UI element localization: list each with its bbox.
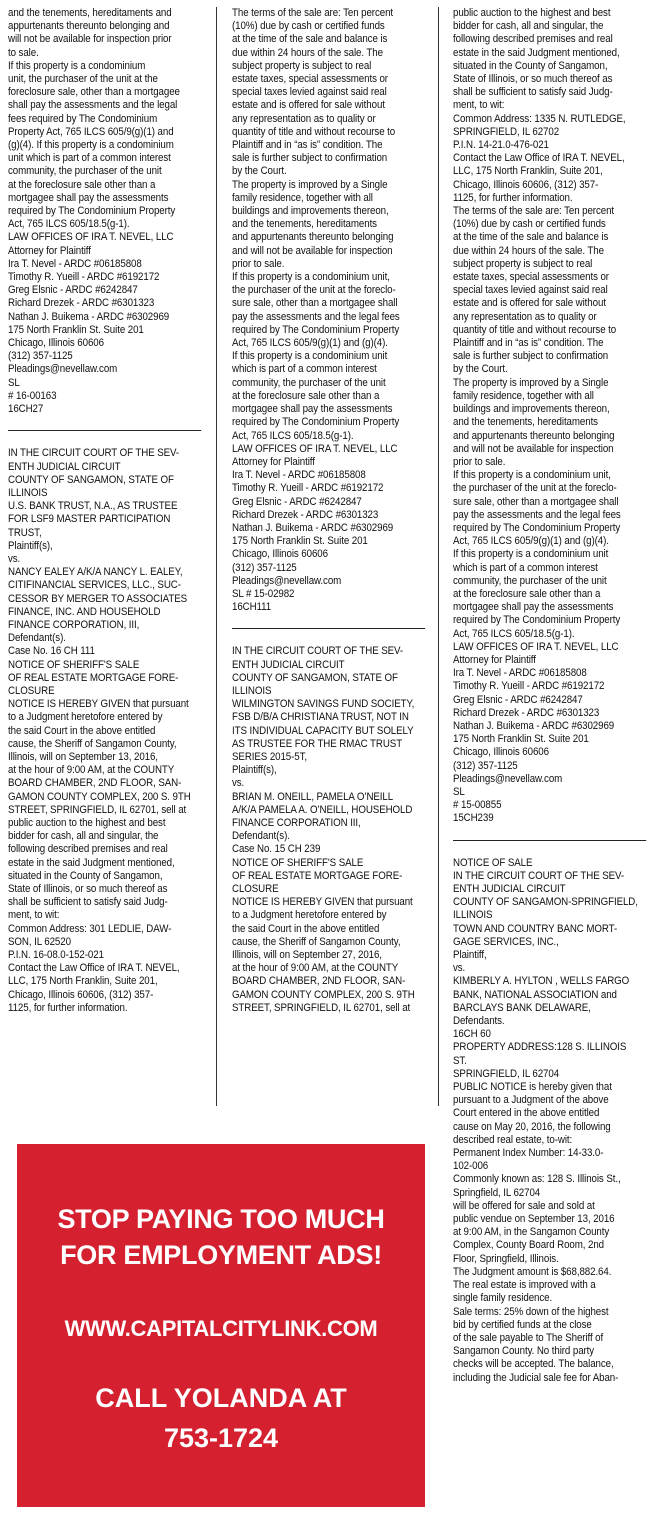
notice-text-line: Chicago, Illinois 60606, (312) 357- <box>453 178 599 191</box>
ad-phone-number: 753-1724 <box>163 1423 279 1453</box>
notice-text-line: Nathan J. Buikema - ARDC #6302969 <box>232 521 394 534</box>
notice-text-line: Act, 765 ILCS 605/18.5(g-1). <box>232 429 354 442</box>
notice-text-line: single family residence. <box>453 1292 553 1305</box>
notice-text-line: community, the purchaser of the unit <box>8 165 162 178</box>
notice-text-line: P.I.N. 14-21.0-476-021 <box>453 139 549 152</box>
notice-text-line: SON, IL 62520 <box>8 935 71 948</box>
notice-text-line: 175 North Franklin St. Suite 201 <box>232 535 368 548</box>
notice-text-line: NOTICE OF SHERIFF'S SALE <box>8 658 140 671</box>
notice-text-line: Timothy R. Yueill - ARDC #6192172 <box>232 482 384 495</box>
column-1 <box>8 7 204 1015</box>
notice-text-line: CESSOR BY MERGER TO ASSOCIATES <box>8 592 188 605</box>
notice-text-line: The terms of the sale are: Ten percent <box>232 7 394 19</box>
notice-text-line: quantity of title and without recourse to <box>232 125 396 138</box>
notice-text-line: FINANCE CORPORATION, III, <box>8 618 140 631</box>
notice-text-line: sale is further subject to confirmation <box>232 152 388 165</box>
notice-text-line: 16CH27 <box>8 403 44 416</box>
notice-text-line: bidder for cash, all and singular, the <box>8 830 159 843</box>
notice-text-line: Richard Drezek - ARDC #6301323 <box>232 508 379 521</box>
notice-text-line: Plaintiff, <box>453 949 487 962</box>
notice-text-line: ment, to wit: <box>8 909 60 922</box>
notice-text-line: ENTH JUDICIAL CIRCUIT <box>232 658 345 671</box>
notice-text-line: Pleadings@nevellaw.com <box>232 574 342 587</box>
notice-text-line: Chicago, Illinois 60606 <box>8 337 104 350</box>
notice-text-line: at the time of the sale and balance is <box>232 33 388 46</box>
notice-text-line: Plaintiff(s), <box>8 539 53 552</box>
notice-text-line: due within 24 hours of the sale. The <box>453 244 604 257</box>
notice-text-line: IN THE CIRCUIT COURT OF THE SEV- <box>8 447 180 460</box>
notice-text-line: and will not be available for inspection <box>453 442 614 455</box>
notice-text-line: LAW OFFICES OF IRA T. NEVEL, LLC <box>453 640 619 653</box>
notice-text-line: Common Address: 301 LEDLIE, DAW- <box>8 922 172 935</box>
notice-text-line: Property Act, 765 ILCS 605/9(g)(1) and <box>8 125 174 138</box>
legal-notice-block <box>232 645 428 1015</box>
notice-text-line: IN THE CIRCUIT COURT OF THE SEV- <box>453 869 625 882</box>
notice-separator <box>8 430 201 431</box>
notice-text-line: unit which is part of a common interest <box>8 152 171 165</box>
notice-text-line: cause on May 20, 2016, the following <box>453 1120 611 1133</box>
legal-notice-block <box>453 7 649 826</box>
notice-text-line: 1125, for further information. <box>8 1001 128 1014</box>
notice-text-line: prior to sale. <box>232 257 285 270</box>
notice-text-line: Plaintiff and in “as is” condition. The <box>453 337 604 350</box>
notice-text-line: State of Illinois, or so much thereof as <box>453 73 613 86</box>
notice-text-line: buildings and improvements thereon, <box>232 205 389 218</box>
notice-text-line: Permanent Index Number: 14-33.0- <box>453 1147 604 1160</box>
notice-text-line: State of Illinois, or so much thereof as <box>8 883 168 895</box>
notice-text-line: Ira T. Nevel - ARDC #06185808 <box>232 469 366 482</box>
notice-text-line: by the Court. <box>453 363 508 376</box>
notice-text-line: to a Judgment heretofore entered by <box>8 711 163 724</box>
notice-text-line: pursuant to a Judgment of the above <box>453 1094 609 1107</box>
notice-text-line: Attorney for Plaintiff <box>232 455 315 468</box>
notice-text-line: # 16-00163 <box>8 389 57 402</box>
notice-text-line: The property is improved by a Single <box>453 376 609 389</box>
notice-text-line: TOWN AND COUNTRY BANC MORT- <box>453 922 618 935</box>
notice-text-line: Richard Drezek - ARDC #6301323 <box>8 297 155 310</box>
notice-text-line: PUBLIC NOTICE is hereby given that <box>453 1081 612 1094</box>
notice-text-line: FOR LSF9 MASTER PARTICIPATION <box>8 513 171 526</box>
notice-text-line: required by The Condominium Property <box>8 205 176 218</box>
notice-text-line: COUNTY OF SANGAMON, STATE OF <box>232 671 398 684</box>
legal-notice-block <box>453 857 649 1385</box>
notice-text-line: 16CH111 <box>232 601 272 614</box>
ad-headline-line-2: FOR EMPLOYMENT ADS! <box>60 1240 382 1270</box>
notice-text-line: the purchaser of the unit at the foreclo- <box>232 284 396 297</box>
notice-text-line: bid by certified funds at the close <box>453 1318 592 1331</box>
notice-text-line: situated in the County of Sangamon, <box>8 869 163 882</box>
notice-text-line: estate in the said Judgment mentioned, <box>453 46 620 59</box>
notice-text-line: and appurtenants thereunto belonging <box>453 429 615 442</box>
notice-text-line: Timothy R. Yueill - ARDC #6192172 <box>453 680 605 693</box>
notice-text-line: IN THE CIRCUIT COURT OF THE SEV- <box>232 645 404 658</box>
notice-text-line: NANCY EALEY A/K/A NANCY L. EALEY, <box>8 566 183 579</box>
notice-text-line: at the hour of 9:00 AM, at the COUNTY <box>232 962 399 975</box>
notice-text-line: and the tenements, hereditaments and <box>8 7 172 19</box>
notice-text-line: at 9:00 AM, in the Sangamon County <box>453 1226 610 1239</box>
notice-text-line: Greg Elsnic - ARDC #6242847 <box>8 284 138 297</box>
notice-text-line: If this property is a condominium unit, <box>453 469 611 482</box>
notice-text-line: estate and is offered for sale without <box>232 99 385 112</box>
notice-text-line: 1125, for further information. <box>453 191 573 204</box>
notice-text-line: KIMBERLY A. HYLTON , WELLS FARGO <box>453 975 630 988</box>
notice-text-line: required by The Condominium Property <box>453 521 621 534</box>
notice-text-line: NOTICE IS HEREBY GIVEN that pursuant <box>8 698 189 711</box>
ad-website-url: WWW.CAPITALCITYLINK.COM <box>64 1316 378 1341</box>
notice-text-line: Defendant(s). <box>8 632 66 645</box>
notice-text-line: estate in the said Judgment mentioned, <box>8 856 175 869</box>
notice-text-line: sure sale, other than a mortgagee shall <box>453 495 619 508</box>
notice-text-line: (312) 357-1125 <box>8 350 73 363</box>
notice-text-line: The terms of the sale are: Ten percent <box>453 205 615 218</box>
notice-text-line: subject property is subject to real <box>232 59 372 72</box>
notice-text-line: pay the assessments and the legal fees <box>453 508 621 521</box>
notice-text-line: the said Court in the above entitled <box>232 922 380 935</box>
notice-text-line: described real estate, to-wit: <box>453 1133 573 1146</box>
notice-text-line: If this property is a condominium unit <box>232 350 388 363</box>
notice-text-line: 175 North Franklin St. Suite 201 <box>8 323 144 336</box>
notice-text-line: and appurtenants thereunto belonging <box>232 231 394 244</box>
notice-text-line: Defendants. <box>453 1015 505 1028</box>
notice-text-line: required by The Condominium Property <box>232 323 400 336</box>
notice-text-line: and will not be available for inspection <box>232 244 393 257</box>
notice-text-line: of the sale payable to The Sheriff of <box>453 1331 604 1344</box>
notice-text-line: Attorney for Plaintiff <box>8 244 91 257</box>
notice-text-line: GAGE SERVICES, INC., <box>453 935 559 948</box>
column-divider <box>216 7 217 1106</box>
notice-text-line: Complex, County Board Room, 2nd <box>453 1239 605 1252</box>
notice-text-line: Pleadings@nevellaw.com <box>8 363 118 376</box>
notice-text-line: Chicago, Illinois 60606, (312) 357- <box>8 988 154 1001</box>
notice-text-line: Contact the Law Office of IRA T. NEVEL, <box>8 962 180 975</box>
notice-text-line: family residence, together with all <box>453 389 594 402</box>
notice-text-line: to sale. <box>8 46 39 59</box>
notice-text-line: LAW OFFICES OF IRA T. NEVEL, LLC <box>232 442 398 455</box>
notice-text-line: buildings and improvements thereon, <box>453 403 610 416</box>
notice-text-line: 175 North Franklin St. Suite 201 <box>453 733 589 746</box>
notice-text-line: The Judgment amount is $68,882.64. <box>453 1265 612 1278</box>
notice-text-line: unit, the purchaser of the unit at the <box>8 73 158 86</box>
notice-text-line: FSB D/B/A CHRISTIANA TRUST, NOT IN <box>232 711 409 724</box>
notice-text-line: situated in the County of Sangamon, <box>453 59 608 72</box>
notice-text-line: shall be sufficient to satisfy said Judg- <box>8 896 168 909</box>
notice-text-line: fees required by The Condominium <box>8 112 158 125</box>
notice-text-line: any representation as to quality or <box>453 310 597 323</box>
notice-text-line: cause, the Sheriff of Sangamon County, <box>8 737 177 750</box>
notice-text-line: cause, the Sheriff of Sangamon County, <box>232 935 401 948</box>
notice-text-line: BARCLAYS BANK DELAWARE, <box>453 1001 591 1014</box>
notice-text-line: BOARD CHAMBER, 2ND FLOOR, SAN- <box>8 777 182 790</box>
notice-text-line: Ira T. Nevel - ARDC #06185808 <box>453 667 587 680</box>
notice-text-line: and the tenements, hereditaments <box>453 416 598 429</box>
column-2 <box>232 7 428 1015</box>
notice-text-line: Ira T. Nevel - ARDC #06185808 <box>8 257 142 270</box>
notice-text-line: GAMON COUNTY COMPLEX, 200 S. 9TH <box>232 988 415 1001</box>
notice-text-line: (312) 357-1125 <box>453 759 518 772</box>
notice-text-line: BANK, NATIONAL ASSOCIATION and <box>453 988 617 1001</box>
notice-text-line: at the foreclosure sale other than a <box>8 178 156 191</box>
notice-text-line: STREET, SPRINGFIELD, IL 62701, sell at <box>8 803 187 816</box>
notice-text-line: Floor, Springfield, Illinois. <box>453 1252 559 1265</box>
notice-text-line: If this property is a condominium <box>8 59 146 72</box>
notice-text-line: If this property is a condominium unit, <box>232 271 390 284</box>
notice-text-line: to a Judgment heretofore entered by <box>232 909 387 922</box>
notice-text-line: FINANCE, INC. AND HOUSEHOLD <box>8 605 161 618</box>
notice-text-line: Act, 765 ILCS 605/9(g)(1) and (g)(4). <box>232 337 388 350</box>
notice-text-line: (g)(4). If this property is a condominium <box>8 139 174 152</box>
notice-text-line: LLC, 175 North Franklin, Suite 201, <box>453 165 603 178</box>
notice-text-line: required by The Condominium Property <box>453 614 621 627</box>
notice-text-line: Nathan J. Buikema - ARDC #6302969 <box>8 310 170 323</box>
notice-text-line: vs. <box>8 552 21 565</box>
notice-text-line: required by The Condominium Property <box>232 416 400 429</box>
notice-text-line: ILLINOIS <box>8 486 48 499</box>
notice-text-line: public auction to the highest and best <box>453 7 611 19</box>
notice-text-line: quantity of title and without recourse to <box>453 323 617 336</box>
notice-text-line: checks will be accepted. The balance, <box>453 1358 614 1371</box>
notice-text-line: U.S. BANK TRUST, N.A., AS TRUSTEE <box>8 500 178 513</box>
notice-separator <box>453 840 646 841</box>
notice-text-line: and the tenements, hereditaments <box>232 218 377 231</box>
notice-text-line: will be offered for sale and sold at <box>453 1199 595 1212</box>
notice-text-line: which is part of a common interest <box>453 561 598 574</box>
notice-text-line: Attorney for Plaintiff <box>453 653 536 666</box>
notice-text-line: P.I.N. 16-08.0-152-021 <box>8 949 104 962</box>
notice-text-line: Illinois, will on September 13, 2016, <box>8 750 158 763</box>
notice-text-line: NOTICE IS HEREBY GIVEN that pursuant <box>232 896 413 909</box>
notice-text-line: BOARD CHAMBER, 2ND FLOOR, SAN- <box>232 975 406 988</box>
notice-text-line: Timothy R. Yueill - ARDC #6192172 <box>8 271 160 284</box>
notice-text-line: SL <box>8 376 20 389</box>
notice-text-line: at the time of the sale and balance is <box>453 231 609 244</box>
column-divider <box>438 7 439 1106</box>
notice-text-line: estate and is offered for sale without <box>453 297 606 310</box>
notice-text-line: sale is further subject to confirmation <box>453 350 609 363</box>
notice-text-line: Greg Elsnic - ARDC #6242847 <box>453 693 583 706</box>
notice-text-line: Case No. 15 CH 239 <box>232 843 321 856</box>
notice-text-line: subject property is subject to real <box>453 257 593 270</box>
notice-text-line: vs. <box>232 777 245 790</box>
notice-text-line: any representation as to quality or <box>232 112 376 125</box>
notice-text-line: AS TRUSTEE FOR THE RMAC TRUST <box>232 737 403 750</box>
notice-text-line: Plaintiff(s), <box>232 764 277 777</box>
notice-text-line: LAW OFFICES OF IRA T. NEVEL, LLC <box>8 231 174 244</box>
notice-text-line: SL # 15-02982 <box>232 587 295 600</box>
notice-text-line: (10%) due by cash or certified funds <box>232 20 385 33</box>
notice-text-line: estate taxes, special assessments or <box>232 73 388 86</box>
legal-notice-block <box>8 7 204 416</box>
notice-text-line: public vendue on September 13, 2016 <box>453 1213 615 1226</box>
notice-text-line: COUNTY OF SANGAMON, STATE OF <box>8 473 174 486</box>
notice-text-line: 102-006 <box>453 1160 489 1173</box>
notice-text-line: FINANCE CORPORATION III, <box>232 816 361 829</box>
notice-text-line: NOTICE OF SHERIFF'S SALE <box>232 856 364 869</box>
notice-text-line: (10%) due by cash or certified funds <box>453 218 606 231</box>
notice-text-line: mortgagee shall pay the assessments <box>453 601 614 614</box>
notice-text-line: special taxes levied against said real <box>453 284 608 297</box>
notice-text-line: prior to sale. <box>453 455 506 468</box>
notice-text-line: ENTH JUDICIAL CIRCUIT <box>453 883 566 895</box>
notice-text-line: Richard Drezek - ARDC #6301323 <box>453 706 600 719</box>
notice-text-line: by the Court. <box>232 165 287 178</box>
notice-text-line: Act, 765 ILCS 605/18.5(g-1). <box>453 627 575 640</box>
notice-text-line: following described premises and real <box>8 843 168 856</box>
notice-text-line: Plaintiff and in “as is” condition. The <box>232 139 383 152</box>
notice-text-line: SPRINGFIELD, IL 62702 <box>453 125 560 138</box>
notice-text-line: special taxes levied against said real <box>232 86 387 99</box>
notice-text-line: family residence, together with all <box>232 191 373 204</box>
notice-text-line: BRIAN M. ONEILL, PAMELA O’NEILL <box>232 790 394 803</box>
notice-text-line: public auction to the highest and best <box>8 816 166 829</box>
notice-text-line: The real estate is improved with a <box>453 1279 596 1292</box>
notice-text-line: LLC, 175 North Franklin, Suite 201, <box>8 975 158 988</box>
notice-text-line: (312) 357-1125 <box>232 561 297 574</box>
notice-text-line: ILLINOIS <box>453 909 493 922</box>
notice-text-line: shall be sufficient to satisfy said Judg- <box>453 86 613 99</box>
notice-text-line: CLOSURE <box>232 883 279 895</box>
notice-text-line: COUNTY OF SANGAMON-SPRINGFIELD, <box>453 896 638 909</box>
employment-ads-advertisement <box>17 1144 425 1507</box>
notice-text-line: 15CH239 <box>453 812 494 825</box>
notice-text-line: bidder for cash, all and singular, the <box>453 20 604 33</box>
notice-text-line: ENTH JUDICIAL CIRCUIT <box>8 460 121 473</box>
notice-text-line: community, the purchaser of the unit <box>453 574 607 587</box>
notice-text-line: which is part of a common interest <box>232 363 377 376</box>
notice-text-line: the purchaser of the unit at the foreclo- <box>453 482 617 495</box>
notice-text-line: at the hour of 9:00 AM, at the COUNTY <box>8 764 175 777</box>
notice-text-line: appurtenants thereunto belonging and <box>8 20 170 33</box>
notice-text-line: ST. <box>453 1054 467 1067</box>
legal-notice-block <box>232 7 428 614</box>
notice-text-line: vs. <box>453 962 466 975</box>
notice-text-line: Chicago, Illinois 60606 <box>453 746 549 759</box>
notice-text-line: mortgagee shall pay the assessments <box>232 403 393 416</box>
notice-text-line: Sale terms: 25% down of the highest <box>453 1305 609 1318</box>
ad-headline-line-1: STOP PAYING TOO MUCH <box>57 1204 385 1234</box>
notice-text-line: If this property is a condominium unit <box>453 548 609 561</box>
notice-text-line: OF REAL ESTATE MORTGAGE FORE- <box>232 869 403 882</box>
notice-text-line: CLOSURE <box>8 684 55 697</box>
notice-text-line: sure sale, other than a mortgagee shall <box>232 297 398 310</box>
notice-separator <box>232 628 425 629</box>
notice-text-line: Springfield, IL 62704 <box>453 1186 541 1199</box>
notice-text-line: Act, 765 ILCS 605/18.5(g-1). <box>8 218 130 231</box>
notice-text-line: Chicago, Illinois 60606 <box>232 548 328 561</box>
notice-text-line: Greg Elsnic - ARDC #6242847 <box>232 495 362 508</box>
notice-text-line: Nathan J. Buikema - ARDC #6302969 <box>453 719 615 732</box>
notice-text-line: at the foreclosure sale other than a <box>232 389 380 402</box>
notice-text-line: STREET, SPRINGFIELD, IL 62701, sell at <box>232 1001 411 1014</box>
notice-text-line: # 15-00855 <box>453 799 502 812</box>
notice-text-line: ILLINOIS <box>232 684 272 697</box>
notice-text-line: SL <box>453 785 465 798</box>
legal-notice-block <box>8 447 204 1015</box>
notice-text-line: Commonly known as: 128 S. Illinois St., <box>453 1173 621 1186</box>
notice-text-line: pay the assessments and the legal fees <box>232 310 400 323</box>
notice-text-line: Court entered in the above entitled <box>453 1107 600 1120</box>
notice-text-line: CITIFINANCIAL SERVICES, LLC., SUC- <box>8 579 181 592</box>
notice-text-line: Common Address: 1335 N. RUTLEDGE, <box>453 112 626 125</box>
notice-text-line: WILMINGTON SAVINGS FUND SOCIETY, <box>232 698 415 711</box>
notice-text-line: due within 24 hours of the sale. The <box>232 46 383 59</box>
notice-text-line: Sangamon County. No third party <box>453 1345 595 1358</box>
notice-text-line: NOTICE OF SALE <box>453 856 533 869</box>
notice-text-line: foreclosure sale, other than a mortgagee <box>8 86 180 99</box>
notice-text-line: following described premises and real <box>453 33 613 46</box>
notice-text-line: PROPERTY ADDRESS:128 S. ILLINOIS <box>453 1041 627 1054</box>
notice-text-line: A/K/A PAMELA A. O’NEILL, HOUSEHOLD <box>232 803 413 816</box>
notice-text-line: The property is improved by a Single <box>232 178 388 191</box>
notice-text-line: mortgagee shall pay the assessments <box>8 191 169 204</box>
notice-text-line: at the foreclosure sale other than a <box>453 587 601 600</box>
notice-text-line: SPRINGFIELD, IL 62704 <box>453 1067 560 1080</box>
notice-text-line: 16CH 60 <box>453 1028 491 1041</box>
notice-text-line: ITS INDIVIDUAL CAPACITY BUT SOLELY <box>232 724 414 737</box>
ad-call-to-action: CALL YOLANDA AT <box>95 1383 347 1413</box>
notice-text-line: SERIES 2015-5T, <box>232 750 308 763</box>
notice-text-line: TRUST, <box>8 526 42 539</box>
notice-text-line: GAMON COUNTY COMPLEX, 200 S. 9TH <box>8 790 191 803</box>
column-3 <box>453 7 649 1385</box>
notice-text-line: including the Judicial sale fee for Aban- <box>453 1371 619 1384</box>
notice-text-line: Defendant(s). <box>232 830 290 843</box>
notice-text-line: Pleadings@nevellaw.com <box>453 772 563 785</box>
notice-text-line: will not be available for inspection prior <box>8 33 172 46</box>
notice-text-line: ment, to wit: <box>453 99 505 112</box>
notice-text-line: the said Court in the above entitled <box>8 724 156 737</box>
notice-text-line: community, the purchaser of the unit <box>232 376 386 389</box>
notice-text-line: Act, 765 ILCS 605/9(g)(1) and (g)(4). <box>453 535 609 548</box>
notice-text-line: Case No. 16 CH 111 <box>8 645 95 658</box>
notice-text-line: Contact the Law Office of IRA T. NEVEL, <box>453 152 625 165</box>
notice-text-line: shall pay the assessments and the legal <box>8 99 178 112</box>
notice-text-line: estate taxes, special assessments or <box>453 271 609 284</box>
notice-text-line: Illinois, will on September 27, 2016, <box>232 949 382 962</box>
notice-text-line: OF REAL ESTATE MORTGAGE FORE- <box>8 671 179 684</box>
